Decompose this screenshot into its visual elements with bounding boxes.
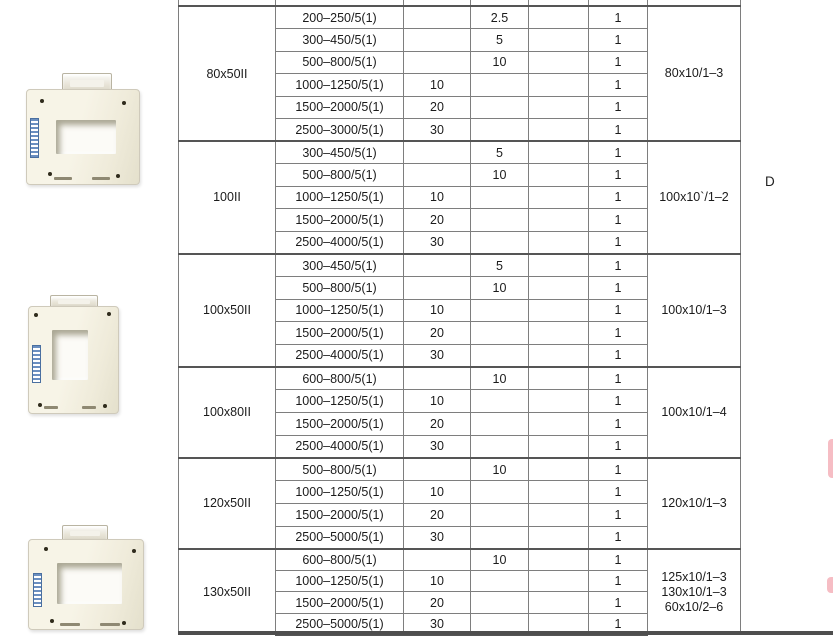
value-cell: 1 <box>589 435 648 458</box>
value-cell <box>529 209 589 232</box>
value-cell: 10 <box>471 51 529 74</box>
busbar-cell <box>648 141 741 254</box>
busbar-line: 125x10/1–3 <box>661 569 727 584</box>
ratio-cell: 300–450/5(1) <box>276 141 404 164</box>
value-cell: 10 <box>471 164 529 187</box>
value-cell: 1 <box>589 299 648 322</box>
value-cell: 5 <box>471 29 529 52</box>
value-cell <box>471 435 529 458</box>
product-photo-ct-3 <box>24 523 144 635</box>
screw-icon <box>107 312 111 316</box>
value-cell: 20 <box>404 209 471 232</box>
ratio-cell: 1000–1250/5(1) <box>276 186 404 209</box>
value-cell: 1 <box>589 412 648 435</box>
value-cell: 10 <box>471 367 529 390</box>
value-cell: 1 <box>589 141 648 164</box>
value-cell: 1 <box>589 96 648 119</box>
value-cell: 10 <box>471 458 529 481</box>
value-cell <box>404 549 471 571</box>
value-cell: 20 <box>404 322 471 345</box>
ct-foot <box>100 623 120 626</box>
ratio-cell: 2500–3000/5(1) <box>276 119 404 142</box>
ratio-cell: 1000–1250/5(1) <box>276 390 404 413</box>
spec-table <box>178 0 741 636</box>
ratio-cell: 2500–4000/5(1) <box>276 231 404 254</box>
value-cell: 1 <box>589 186 648 209</box>
ct-foot <box>60 623 80 626</box>
value-cell: 1 <box>589 526 648 549</box>
value-cell <box>529 570 589 592</box>
screw-icon <box>38 403 42 407</box>
value-cell <box>404 51 471 74</box>
ratio-cell: 1500–2000/5(1) <box>276 96 404 119</box>
value-cell: 30 <box>404 526 471 549</box>
ratio-cell: 1500–2000/5(1) <box>276 592 404 614</box>
busbar-cell <box>648 254 741 367</box>
value-cell: 1 <box>589 231 648 254</box>
value-cell: 20 <box>404 592 471 614</box>
ct-blue-label <box>32 345 41 383</box>
busbar-cell <box>648 6 741 141</box>
ct-foot <box>54 177 72 180</box>
ratio-cell: 500–800/5(1) <box>276 51 404 74</box>
ratio-cell: 2500–5000/5(1) <box>276 526 404 549</box>
value-cell <box>404 6 471 29</box>
value-cell: 5 <box>471 141 529 164</box>
value-cell <box>404 29 471 52</box>
value-cell <box>529 412 589 435</box>
value-cell: 10 <box>404 390 471 413</box>
ratio-cell: 1500–2000/5(1) <box>276 503 404 526</box>
value-cell: 1 <box>589 367 648 390</box>
ct-blue-label <box>33 573 42 607</box>
ratio-cell: 2500–4000/5(1) <box>276 344 404 367</box>
ct-foot <box>92 177 110 180</box>
value-cell <box>471 299 529 322</box>
value-cell <box>529 435 589 458</box>
value-cell <box>529 526 589 549</box>
value-cell <box>404 254 471 277</box>
value-cell: 30 <box>404 344 471 367</box>
value-cell <box>471 231 529 254</box>
ratio-cell: 600–800/5(1) <box>276 549 404 571</box>
value-cell: 1 <box>589 613 648 635</box>
value-cell <box>529 344 589 367</box>
busbar-line: 80x10/1–3 <box>664 66 724 80</box>
value-cell <box>404 141 471 164</box>
ratio-cell: 1500–2000/5(1) <box>276 412 404 435</box>
value-cell <box>529 277 589 300</box>
screw-icon <box>122 621 126 625</box>
ratio-cell: 300–450/5(1) <box>276 254 404 277</box>
table-row <box>179 141 741 164</box>
value-cell: 1 <box>589 6 648 29</box>
ratio-cell: 1000–1250/5(1) <box>276 481 404 504</box>
value-cell: 1 <box>589 254 648 277</box>
value-cell <box>529 51 589 74</box>
value-cell: 1 <box>589 458 648 481</box>
value-cell: 2.5 <box>471 6 529 29</box>
table-row <box>179 549 741 571</box>
value-cell: 10 <box>471 549 529 571</box>
screw-icon <box>48 172 52 176</box>
screw-icon <box>34 313 38 317</box>
ct-window-opening <box>57 563 122 604</box>
value-cell <box>404 164 471 187</box>
value-cell <box>471 322 529 345</box>
ct-foot <box>44 406 58 409</box>
model-cell: 100II <box>179 141 276 254</box>
table-bottom-rule <box>178 631 833 635</box>
value-cell <box>529 186 589 209</box>
value-cell: 1 <box>589 29 648 52</box>
value-cell: 1 <box>589 390 648 413</box>
screw-icon <box>122 101 126 105</box>
value-cell <box>471 119 529 142</box>
value-cell <box>529 74 589 97</box>
value-cell <box>471 592 529 614</box>
value-cell: 1 <box>589 164 648 187</box>
value-cell <box>529 481 589 504</box>
table-row <box>179 458 741 481</box>
product-photo-ct-1 <box>24 70 140 185</box>
value-cell: 10 <box>404 299 471 322</box>
value-cell: 10 <box>404 74 471 97</box>
value-cell: 1 <box>589 570 648 592</box>
value-cell: 30 <box>404 231 471 254</box>
ratio-cell: 500–800/5(1) <box>276 458 404 481</box>
ratio-cell: 1500–2000/5(1) <box>276 322 404 345</box>
busbar-line: 100x10`/1–2 <box>659 189 729 204</box>
busbar-line: 120x10/1–3 <box>661 495 727 510</box>
model-cell: 120x50II <box>179 458 276 549</box>
value-cell: 20 <box>404 96 471 119</box>
value-cell <box>404 458 471 481</box>
model-cell: 130x50II <box>179 549 276 635</box>
ratio-cell: 500–800/5(1) <box>276 277 404 300</box>
screw-icon <box>40 99 44 103</box>
value-cell: 1 <box>589 74 648 97</box>
value-cell: 10 <box>404 186 471 209</box>
busbar-line: 100x10/1–3 <box>661 302 727 317</box>
value-cell: 1 <box>589 503 648 526</box>
value-cell <box>471 344 529 367</box>
value-cell <box>471 481 529 504</box>
value-cell <box>529 458 589 481</box>
value-cell: 5 <box>471 254 529 277</box>
value-cell: 30 <box>404 119 471 142</box>
busbar-line: 130x10/1–3 <box>661 584 727 599</box>
value-cell <box>529 367 589 390</box>
ratio-cell: 1000–1250/5(1) <box>276 74 404 97</box>
value-cell <box>529 119 589 142</box>
screw-icon <box>50 619 54 623</box>
value-cell <box>529 549 589 571</box>
busbar-cell <box>648 549 741 635</box>
ratio-cell: 1000–1250/5(1) <box>276 570 404 592</box>
value-cell: 1 <box>589 322 648 345</box>
value-cell <box>471 96 529 119</box>
value-cell <box>529 503 589 526</box>
value-cell <box>471 186 529 209</box>
model-cell: 100x50II <box>179 254 276 367</box>
value-cell <box>471 526 529 549</box>
value-cell: 1 <box>589 344 648 367</box>
value-cell <box>471 570 529 592</box>
ratio-cell: 300–450/5(1) <box>276 29 404 52</box>
value-cell <box>529 29 589 52</box>
ratio-cell: 2500–4000/5(1) <box>276 435 404 458</box>
value-cell: 30 <box>404 613 471 635</box>
ratio-cell: 500–800/5(1) <box>276 164 404 187</box>
value-cell <box>404 277 471 300</box>
busbar-line: 100x10/1–4 <box>661 404 727 419</box>
value-cell: 10 <box>471 277 529 300</box>
table-row <box>179 6 741 29</box>
screw-icon <box>44 547 48 551</box>
busbar-cell <box>648 367 741 458</box>
ratio-cell: 2500–5000/5(1) <box>276 613 404 635</box>
ct-foot <box>82 406 96 409</box>
value-cell: 20 <box>404 503 471 526</box>
value-cell <box>529 322 589 345</box>
value-cell: 20 <box>404 412 471 435</box>
table-row <box>179 367 741 390</box>
side-label: D <box>765 174 775 189</box>
value-cell <box>471 74 529 97</box>
page-edge-tab <box>827 577 833 593</box>
value-cell <box>471 209 529 232</box>
value-cell: 1 <box>589 277 648 300</box>
product-photo-ct-2 <box>26 293 121 415</box>
value-cell <box>529 96 589 119</box>
screw-icon <box>103 404 107 408</box>
value-cell: 1 <box>589 481 648 504</box>
ct-blue-label <box>30 118 39 158</box>
ratio-cell: 200–250/5(1) <box>276 6 404 29</box>
busbar-line: 60x10/2–6 <box>664 599 724 614</box>
value-cell: 1 <box>589 51 648 74</box>
value-cell <box>529 299 589 322</box>
value-cell: 10 <box>404 481 471 504</box>
screw-icon <box>116 174 120 178</box>
page-edge-tab <box>828 439 833 478</box>
value-cell <box>529 254 589 277</box>
screw-icon <box>132 549 136 553</box>
model-cell: 100x80II <box>179 367 276 458</box>
value-cell: 10 <box>404 570 471 592</box>
model-cell: 80x50II <box>179 6 276 141</box>
value-cell <box>529 141 589 164</box>
value-cell <box>529 592 589 614</box>
value-cell <box>404 367 471 390</box>
table-row <box>179 254 741 277</box>
value-cell: 1 <box>589 209 648 232</box>
value-cell <box>471 390 529 413</box>
value-cell <box>471 503 529 526</box>
value-cell: 1 <box>589 119 648 142</box>
value-cell <box>529 390 589 413</box>
value-cell <box>471 412 529 435</box>
value-cell: 1 <box>589 549 648 571</box>
ratio-cell: 600–800/5(1) <box>276 367 404 390</box>
ratio-cell: 1500–2000/5(1) <box>276 209 404 232</box>
value-cell <box>529 231 589 254</box>
spec-table-body <box>179 0 741 635</box>
value-cell <box>529 6 589 29</box>
value-cell: 1 <box>589 592 648 614</box>
ct-window-opening <box>56 120 116 154</box>
value-cell: 30 <box>404 435 471 458</box>
ct-window-opening <box>52 330 88 380</box>
ratio-cell: 1000–1250/5(1) <box>276 299 404 322</box>
busbar-cell <box>648 458 741 549</box>
value-cell <box>529 164 589 187</box>
